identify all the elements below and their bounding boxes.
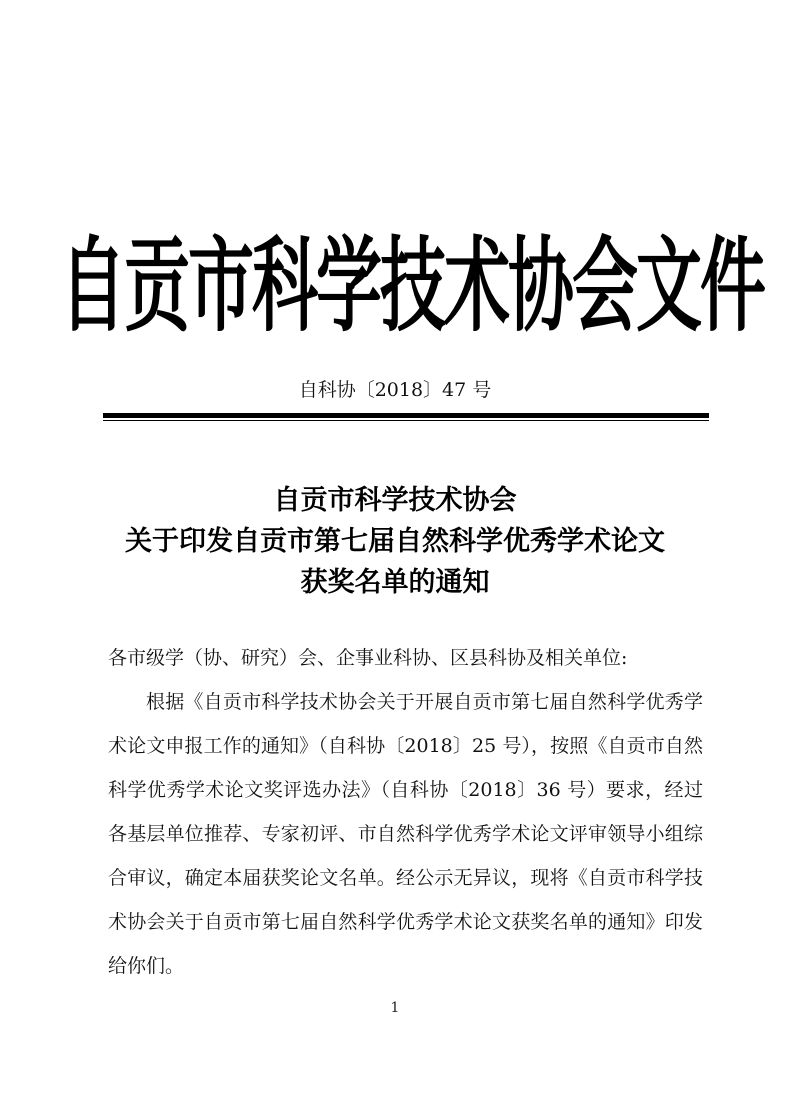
- notice-title-line-1: 自贡市科学技术协会: [273, 485, 517, 516]
- page-number: 1: [390, 1000, 400, 1016]
- document-header-title: 自贡市科学技术协会文件: [60, 226, 764, 346]
- document-number: 自科协〔2018〕47 号: [298, 379, 492, 401]
- notice-title-line-3: 获奖名单的通知: [300, 567, 490, 598]
- salutation: 各市级学（协、研究）会、企事业科协、区县科协及相关单位:: [108, 647, 628, 669]
- header-divider-thin: [103, 420, 709, 421]
- header-divider: [103, 413, 709, 418]
- notice-title-line-2: 关于印发自贡市第七届自然科学优秀学术论文: [125, 526, 665, 557]
- body-paragraph: 根据《自贡市科学技术协会关于开展自贡市第七届自然科学优秀学术论文申报工作的通知》（自科协〔2018〕25 号），按照《自贡市自然科学优秀学术论文奖评选办法》（自科协〔2018〕36 号）要求，经过各基层单位推荐、专家初评、市自然科学优秀学术论文评审领导小组综合审议，确定本届获奖论文名单。经公示无异议，现将《自贡市科学技术协会关于自贡市第七届自然科学优秀学术论文获奖名单的通知》印发给你们。: [108, 691, 703, 977]
